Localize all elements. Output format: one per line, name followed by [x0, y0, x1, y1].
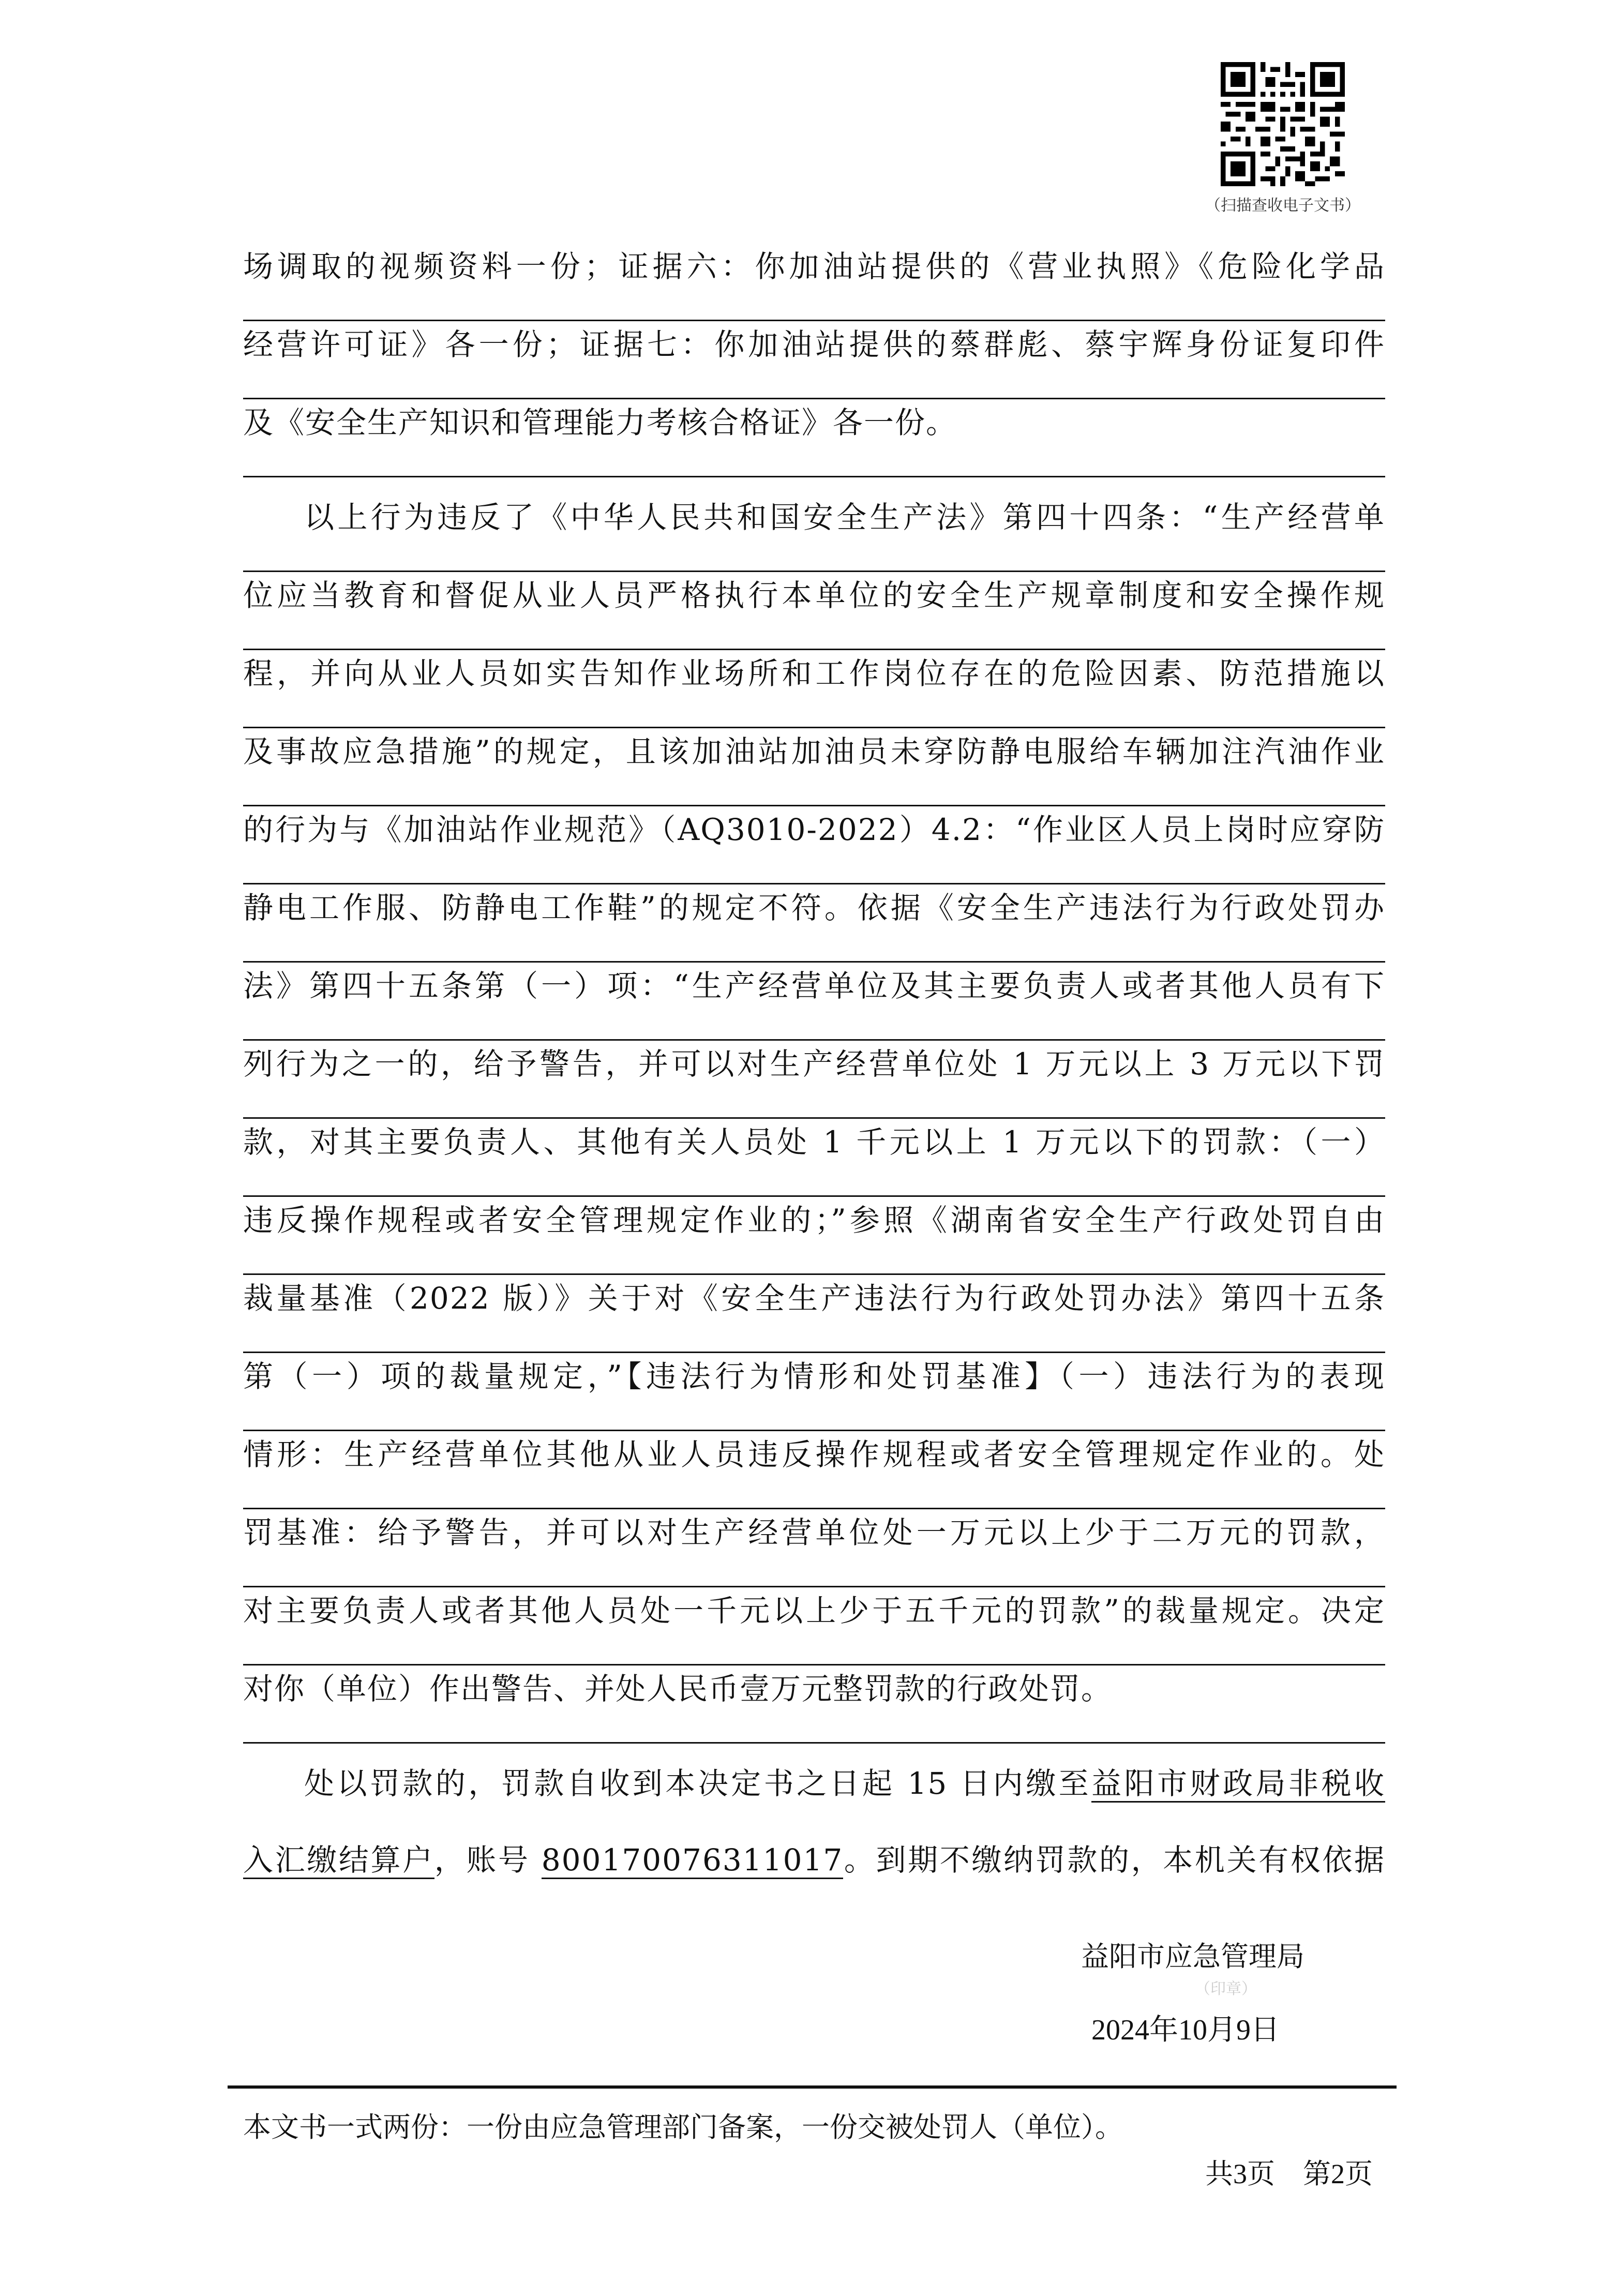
issuing-authority: 益阳市应急管理局	[1081, 1940, 1304, 1973]
qr-code	[1221, 62, 1345, 186]
text-line: 情形：生产经营单位其他从业人员违反操作规程或者安全管理规定作业的。处	[243, 1431, 1385, 1509]
text-line: 以上行为违反了《中华人民共和国安全生产法》第四十四条：“生产经营单	[243, 494, 1385, 572]
seal-note: （印章）	[1195, 1980, 1257, 1998]
payment-text: 。到期不缴纳罚款的，本机关有权依据	[843, 1842, 1385, 1878]
text-line: 违反操作规程或者安全管理规定作业的；”参照《湖南省安全生产行政处罚自由	[243, 1197, 1385, 1275]
payment-text: 处以罚款的，罚款自收到本决定书之日起 15 日内缴至	[304, 1766, 1092, 1801]
text-line: 场调取的视频资料一份；证据六：你加油站提供的《营业执照》《危险化学品	[243, 243, 1385, 321]
text-line	[243, 1760, 1385, 1837]
text-line: 法》第四十五条第（一）项：“生产经营单位及其主要负责人或者其他人员有下	[243, 963, 1385, 1041]
text-line	[243, 1837, 1385, 1913]
text-line: 罚基准：给予警告，并可以对生产经营单位处一万元以上少于二万元的罚款，	[243, 1509, 1385, 1587]
qr-caption: （扫描查收电子文书）	[1205, 197, 1360, 215]
footer-note: 本文书一式两份：一份由应急管理部门备案，一份交被处罚人（单位）。	[243, 2111, 1123, 2143]
text-line: 第（一）项的裁量规定，”【违法行为情形和处罚基准】（一）违法行为的表现	[243, 1353, 1385, 1431]
text-line: 位应当教育和督促从业人员严格执行本单位的安全生产规章制度和安全操作规	[243, 572, 1385, 650]
paragraph-payment	[243, 1760, 1385, 1913]
text-line: 程，并向从业人员如实告知作业场所和工作岗位存在的危险因素、防范措施以	[243, 650, 1385, 728]
paragraph-violation	[243, 494, 1385, 1744]
text-line: 对主要负责人或者其他人员处一千元以上少于五千元的罚款”的裁量规定。决定	[243, 1587, 1385, 1665]
text-line: 静电工作服、防静电工作鞋”的规定不符。依据《安全生产违法行为行政处罚办	[243, 884, 1385, 963]
footer-divider	[228, 2085, 1397, 2089]
text-line: 及《安全生产知识和管理能力考核合格证》各一份。	[243, 399, 1385, 477]
text-line: 及事故应急措施”的规定，且该加油站加油员未穿防静电服给车辆加注汽油作业	[243, 728, 1385, 806]
text-line: 列行为之一的，给予警告，并可以对生产经营单位处 1 万元以上 3 万元以下罚	[243, 1041, 1385, 1119]
page-number: 共3页 第2页	[1205, 2158, 1373, 2189]
text-line: 经营许可证》各一份；证据七：你加油站提供的蔡群彪、蔡宇辉身份证复印件	[243, 321, 1385, 399]
issue-date: 2024年10月9日	[1091, 2014, 1280, 2046]
text-line: 对你（单位）作出警告、并处人民币壹万元整罚款的行政处罚。	[243, 1665, 1385, 1744]
text-line: 的行为与《加油站作业规范》（AQ3010-2022）4.2：“作业区人员上岗时应穿防	[243, 806, 1385, 884]
qr-code-image	[1221, 62, 1345, 186]
document-body	[243, 243, 1385, 1913]
account-name: 入汇缴结算户	[243, 1842, 434, 1879]
account-name: 益阳市财政局非税收	[1091, 1766, 1385, 1803]
account-number: 800170076311017	[542, 1842, 844, 1879]
text-line: 裁量基准（2022 版）》关于对《安全生产违法行为行政处罚办法》第四十五条	[243, 1275, 1385, 1353]
paragraph-evidence	[243, 243, 1385, 477]
text-line: 款，对其主要负责人、其他有关人员处 1 千元以上 1 万元以下的罚款：（一）	[243, 1119, 1385, 1197]
payment-text: ，账号	[434, 1842, 542, 1878]
